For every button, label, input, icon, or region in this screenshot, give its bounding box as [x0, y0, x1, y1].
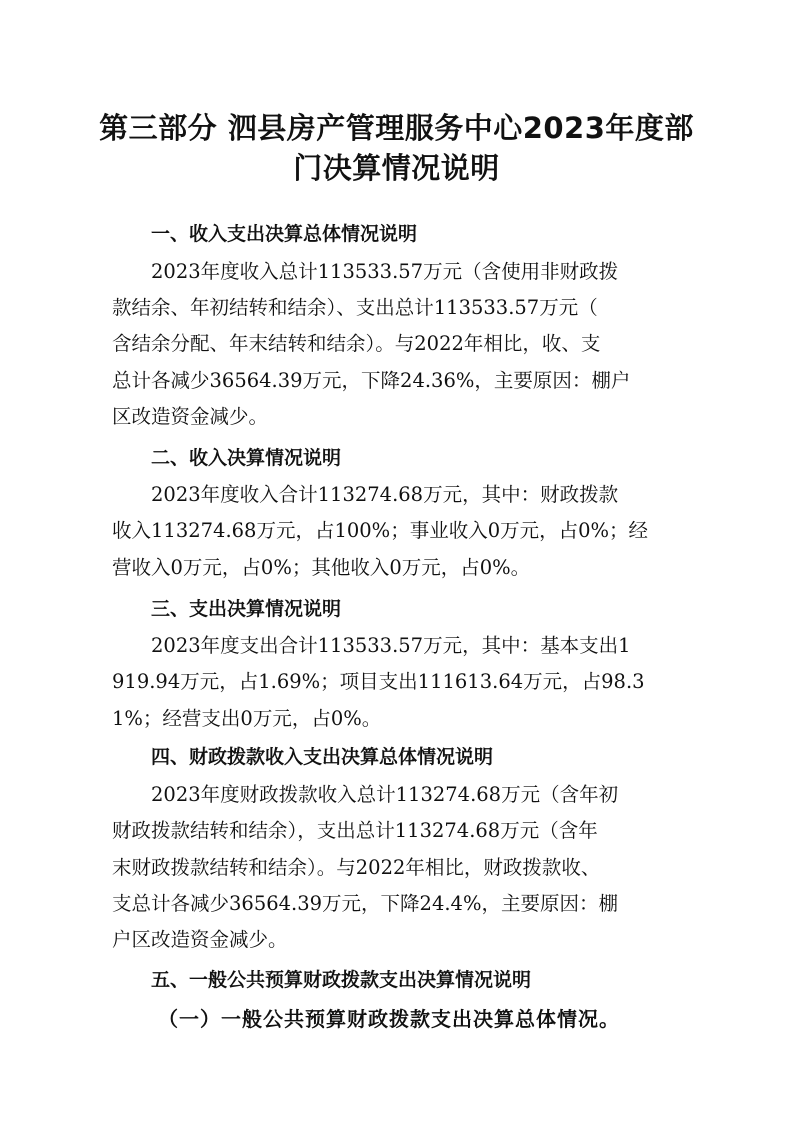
- section-2-paragraph-line: 营收入0万元，占0%；其他收入0万元，占0%。: [112, 556, 531, 579]
- section-2-heading: 二、收入决算情况说明: [151, 447, 342, 469]
- section-4-paragraph-line: 支总计各减少36564.39万元，下降24.4%，主要原因：棚: [112, 892, 618, 915]
- section-1-paragraph-line: 总计各减少36564.39万元，下降24.36%，主要原因：棚户: [112, 369, 631, 392]
- section-4-paragraph-line: 财政拨款结转和结余），支出总计113274.68万元（含年: [112, 819, 598, 842]
- section-1-paragraph-line: 含结余分配、年末结转和结余）。与2022年相比，收、支: [112, 332, 601, 355]
- section-2-paragraph-line: 2023年度收入合计113274.68万元，其中：财政拨款: [151, 483, 619, 506]
- section-1-paragraph-line: 款结余、年初结转和结余）、支出总计113533.57万元（: [112, 296, 598, 319]
- section-4-paragraph-line: 末财政拨款结转和结余）。与2022年相比，财政拨款收、: [112, 856, 601, 879]
- section-4-heading: 四、财政拨款收入支出决算总体情况说明: [151, 746, 494, 768]
- section-5-subheading: （一）一般公共预算财政拨款支出决算总体情况。: [158, 1007, 620, 1031]
- section-1-paragraph-line: 2023年度收入总计113533.57万元（含使用非财政拨: [151, 260, 619, 283]
- section-3-paragraph-line: 1%；经营支出0万元，占0%。: [112, 707, 382, 730]
- section-5-heading: 五、一般公共预算财政拨款支出决算情况说明: [151, 969, 532, 991]
- section-3-paragraph-line: 919.94万元，占1.69%；项目支出111613.64万元，占98.3: [112, 670, 645, 693]
- section-4-paragraph-line: 户区改造资金减少。: [112, 928, 288, 951]
- section-2-paragraph-line: 收入113274.68万元，占100%；事业收入0万元，占0%；经: [112, 519, 649, 542]
- page-title-line-2: 门决算情况说明: [293, 151, 500, 185]
- page-title-line-1: 第三部分 泗县房产管理服务中心2023年度部: [99, 111, 694, 145]
- section-4-paragraph-line: 2023年度财政拨款收入总计113274.68万元（含年初: [151, 783, 619, 806]
- section-1-paragraph-line: 区改造资金减少。: [112, 405, 269, 428]
- section-1-heading: 一、收入支出决算总体情况说明: [151, 223, 418, 245]
- section-3-paragraph-line: 2023年度支出合计113533.57万元，其中：基本支出1: [151, 634, 631, 657]
- section-3-heading: 三、支出决算情况说明: [151, 598, 342, 620]
